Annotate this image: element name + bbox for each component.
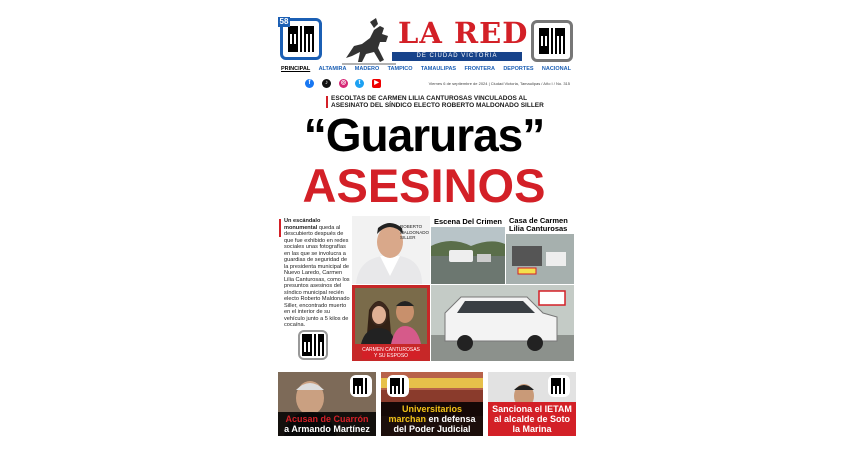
instagram-icon[interactable]: ◎ <box>340 80 347 86</box>
section-nav <box>281 66 571 75</box>
story-universitarios-white: en defensa del Poder Judicial <box>393 414 476 434</box>
body-lead: Un escándalo monumental <box>284 218 321 231</box>
qr-code-story-3[interactable] <box>548 375 570 397</box>
logo-subtitle: DE CIUDAD VICTORIA <box>392 52 522 61</box>
carmen-house-label: Casa de Carmen Lilia Canturosas <box>506 216 574 234</box>
kicker-marker <box>326 96 328 108</box>
facebook-icon[interactable]: f <box>305 79 314 88</box>
story-acusan[interactable] <box>278 372 376 436</box>
qr-code-article[interactable] <box>298 330 328 360</box>
logo-title: LA RED <box>398 16 529 50</box>
photo-suv <box>431 285 574 361</box>
story-acusan-red: Acusan de Cuarrón <box>285 414 369 424</box>
story-acusan-title <box>278 412 376 436</box>
qr-code-right[interactable] <box>531 20 573 62</box>
nav-tamaulipas[interactable]: TAMAULIPAS <box>420 66 457 72</box>
photo-crime-scene <box>431 216 505 284</box>
story-acusan-white: a Armando Martínez <box>284 424 370 434</box>
horse-rider-logo-icon <box>340 16 398 68</box>
nav-deportes[interactable]: DEPORTES <box>503 66 534 72</box>
tiktok-icon[interactable]: ♪ <box>322 79 331 88</box>
body-text <box>284 218 350 329</box>
story-ietam-title: Sanciona el IETAM al alcalde de Soto la Marina <box>488 402 576 436</box>
headline-line-1: “Guaruras” <box>303 109 545 161</box>
body-copy: queda al descubierto después de que fue exhibido en redes sociales unas fotografías en las que se involucra a guardias de seguridad de la presidenta municipal de Nuevo Laredo, Carmen Lilia Canturosas, como los presuntos asesinos del síndico municipal recién electo Roberto Maldonado Siller, encontrado muerto en el interior de su vehículo junto a 5 kilos de cocaína. <box>284 224 350 328</box>
qr-code-story-2[interactable] <box>387 375 409 397</box>
qr-code-story-1[interactable] <box>350 375 372 397</box>
body-marker <box>279 219 281 237</box>
nav-principal[interactable]: PRINCIPAL <box>281 66 311 72</box>
nav-frontera[interactable]: FRONTERA <box>464 66 495 72</box>
story-universitarios-title <box>381 402 483 436</box>
photo-carmen <box>352 285 430 361</box>
nav-madero[interactable]: MADERO <box>354 66 380 72</box>
headline-line-2: ASESINOS <box>302 159 546 212</box>
nav-altamira[interactable]: ALTAMIRA <box>318 66 347 72</box>
nav-tampico[interactable]: TAMPICO <box>387 66 413 72</box>
youtube-icon[interactable]: ▶ <box>372 79 381 88</box>
carmen-caption: CARMEN CANTUROSAS Y SU ESPOSO <box>362 347 420 359</box>
story-universitarios-yellow: Universitarios marchan <box>388 404 463 424</box>
nav-nacional[interactable]: NACIONAL <box>541 66 571 72</box>
kicker: ESCOLTAS DE CARMEN LILIA CANTUROSAS VINCULADOS AL ASESINATO DEL SÍNDICO ELECTO ROBERTO MALDONADO SILLER <box>331 95 544 109</box>
photo-carmen-house <box>506 216 574 284</box>
crime-scene-label: Escena Del Crimen <box>431 216 505 227</box>
story-ietam[interactable] <box>488 372 576 436</box>
edition-badge: 58 <box>279 17 289 26</box>
story-universitarios[interactable] <box>381 372 483 436</box>
dateline: Viernes 6 de septiembre de 2024 | Ciudad Victoria, Tamaulipas / Año I / No. 315 <box>428 81 570 86</box>
twitter-icon[interactable]: t <box>355 79 364 88</box>
roberto-caption: ROBERTO MALDONADO SILLER <box>400 224 430 240</box>
